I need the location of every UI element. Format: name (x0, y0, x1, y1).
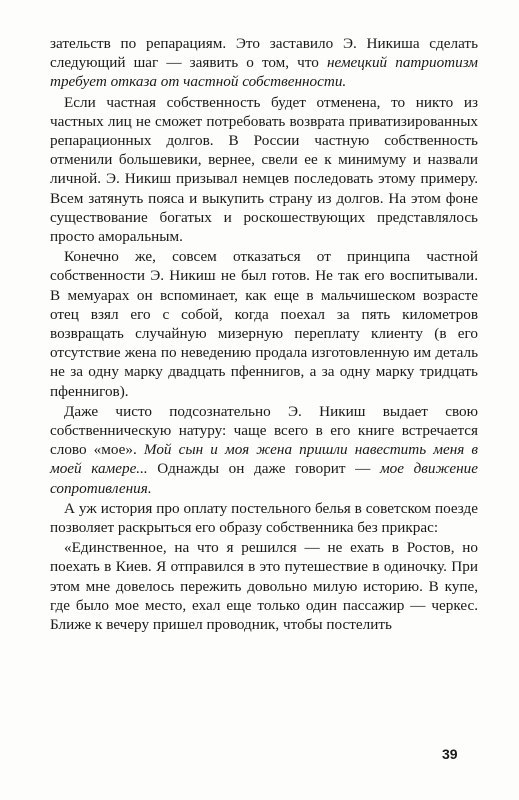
paragraph-1 (50, 34, 478, 92)
text-segment: А уж история про оплату постельного белья в советском поезде позволяет раскрыться его образу собственника без прикрас: (50, 499, 478, 537)
italic-segment: немецкий патриотизм требует отказа от частной собственности. (50, 54, 478, 91)
text-segment: Если частная собственность будет отменена, то никто из частных лиц не сможет потребовать возврата приватизированных репарационных долгов. В России частную собственность отменили большевики, вернее, свели ее к минимуму и назвали личной. Э. Никиш призывал немцев последовать этому примеру. Всем затянуть пояса и выкупить страну из долгов. На этом фоне существование богатых и роскошествующих представлялось просто аморальным. (50, 93, 478, 246)
text-segment: Даже чисто подсознательно Э. Никиш выдает свою собственническую натуру: чаще всего в его книге встречается слово «мое». (50, 402, 478, 459)
text-segment: «Единственное, на что я решился — не ехать в Ростов, но поехать в Киев. Я отправился в это путешествие в одиночку. При этом мне довелось пережить довольно милую историю. В купе, где было мое место, ехал еще только один пассажир — черкес. Ближе к вечеру пришел проводник, чтобы постелить (50, 539, 478, 634)
page-text (50, 34, 478, 635)
page-number: 39 (442, 746, 458, 762)
text-segment: Конечно же, совсем отказаться от принципа частной собственности Э. Никиш не был готов. Не так его воспитывали. В мемуарах он вспоминает, как еще в мальчишеском возрасте отец взял его с собой, когда поехал за пять километров возвращать случайную мизерную переплату клиенту (в его отсутствие жена по неведению продала изготовленную им деталь не за одну марку двадцать пфеннигов, а за одну марку тридцать пфеннигов). (50, 248, 478, 400)
text-segment: зательств по репарациям. Это заставило Э. Никиша сделать следующий шаг — заявить о том, что (50, 35, 478, 72)
paragraph-5 (50, 499, 478, 537)
paragraph-6 (50, 538, 478, 634)
text-segment: Однажды он даже говорит — (147, 460, 380, 478)
paragraph-3 (50, 247, 478, 401)
paragraph-4 (50, 402, 478, 498)
paragraph-2 (50, 93, 478, 247)
italic-segment: мое движение сопротивления. (50, 460, 478, 497)
italic-segment: Мой сын и моя жена пришли навестить меня в моей камере... (50, 441, 478, 478)
